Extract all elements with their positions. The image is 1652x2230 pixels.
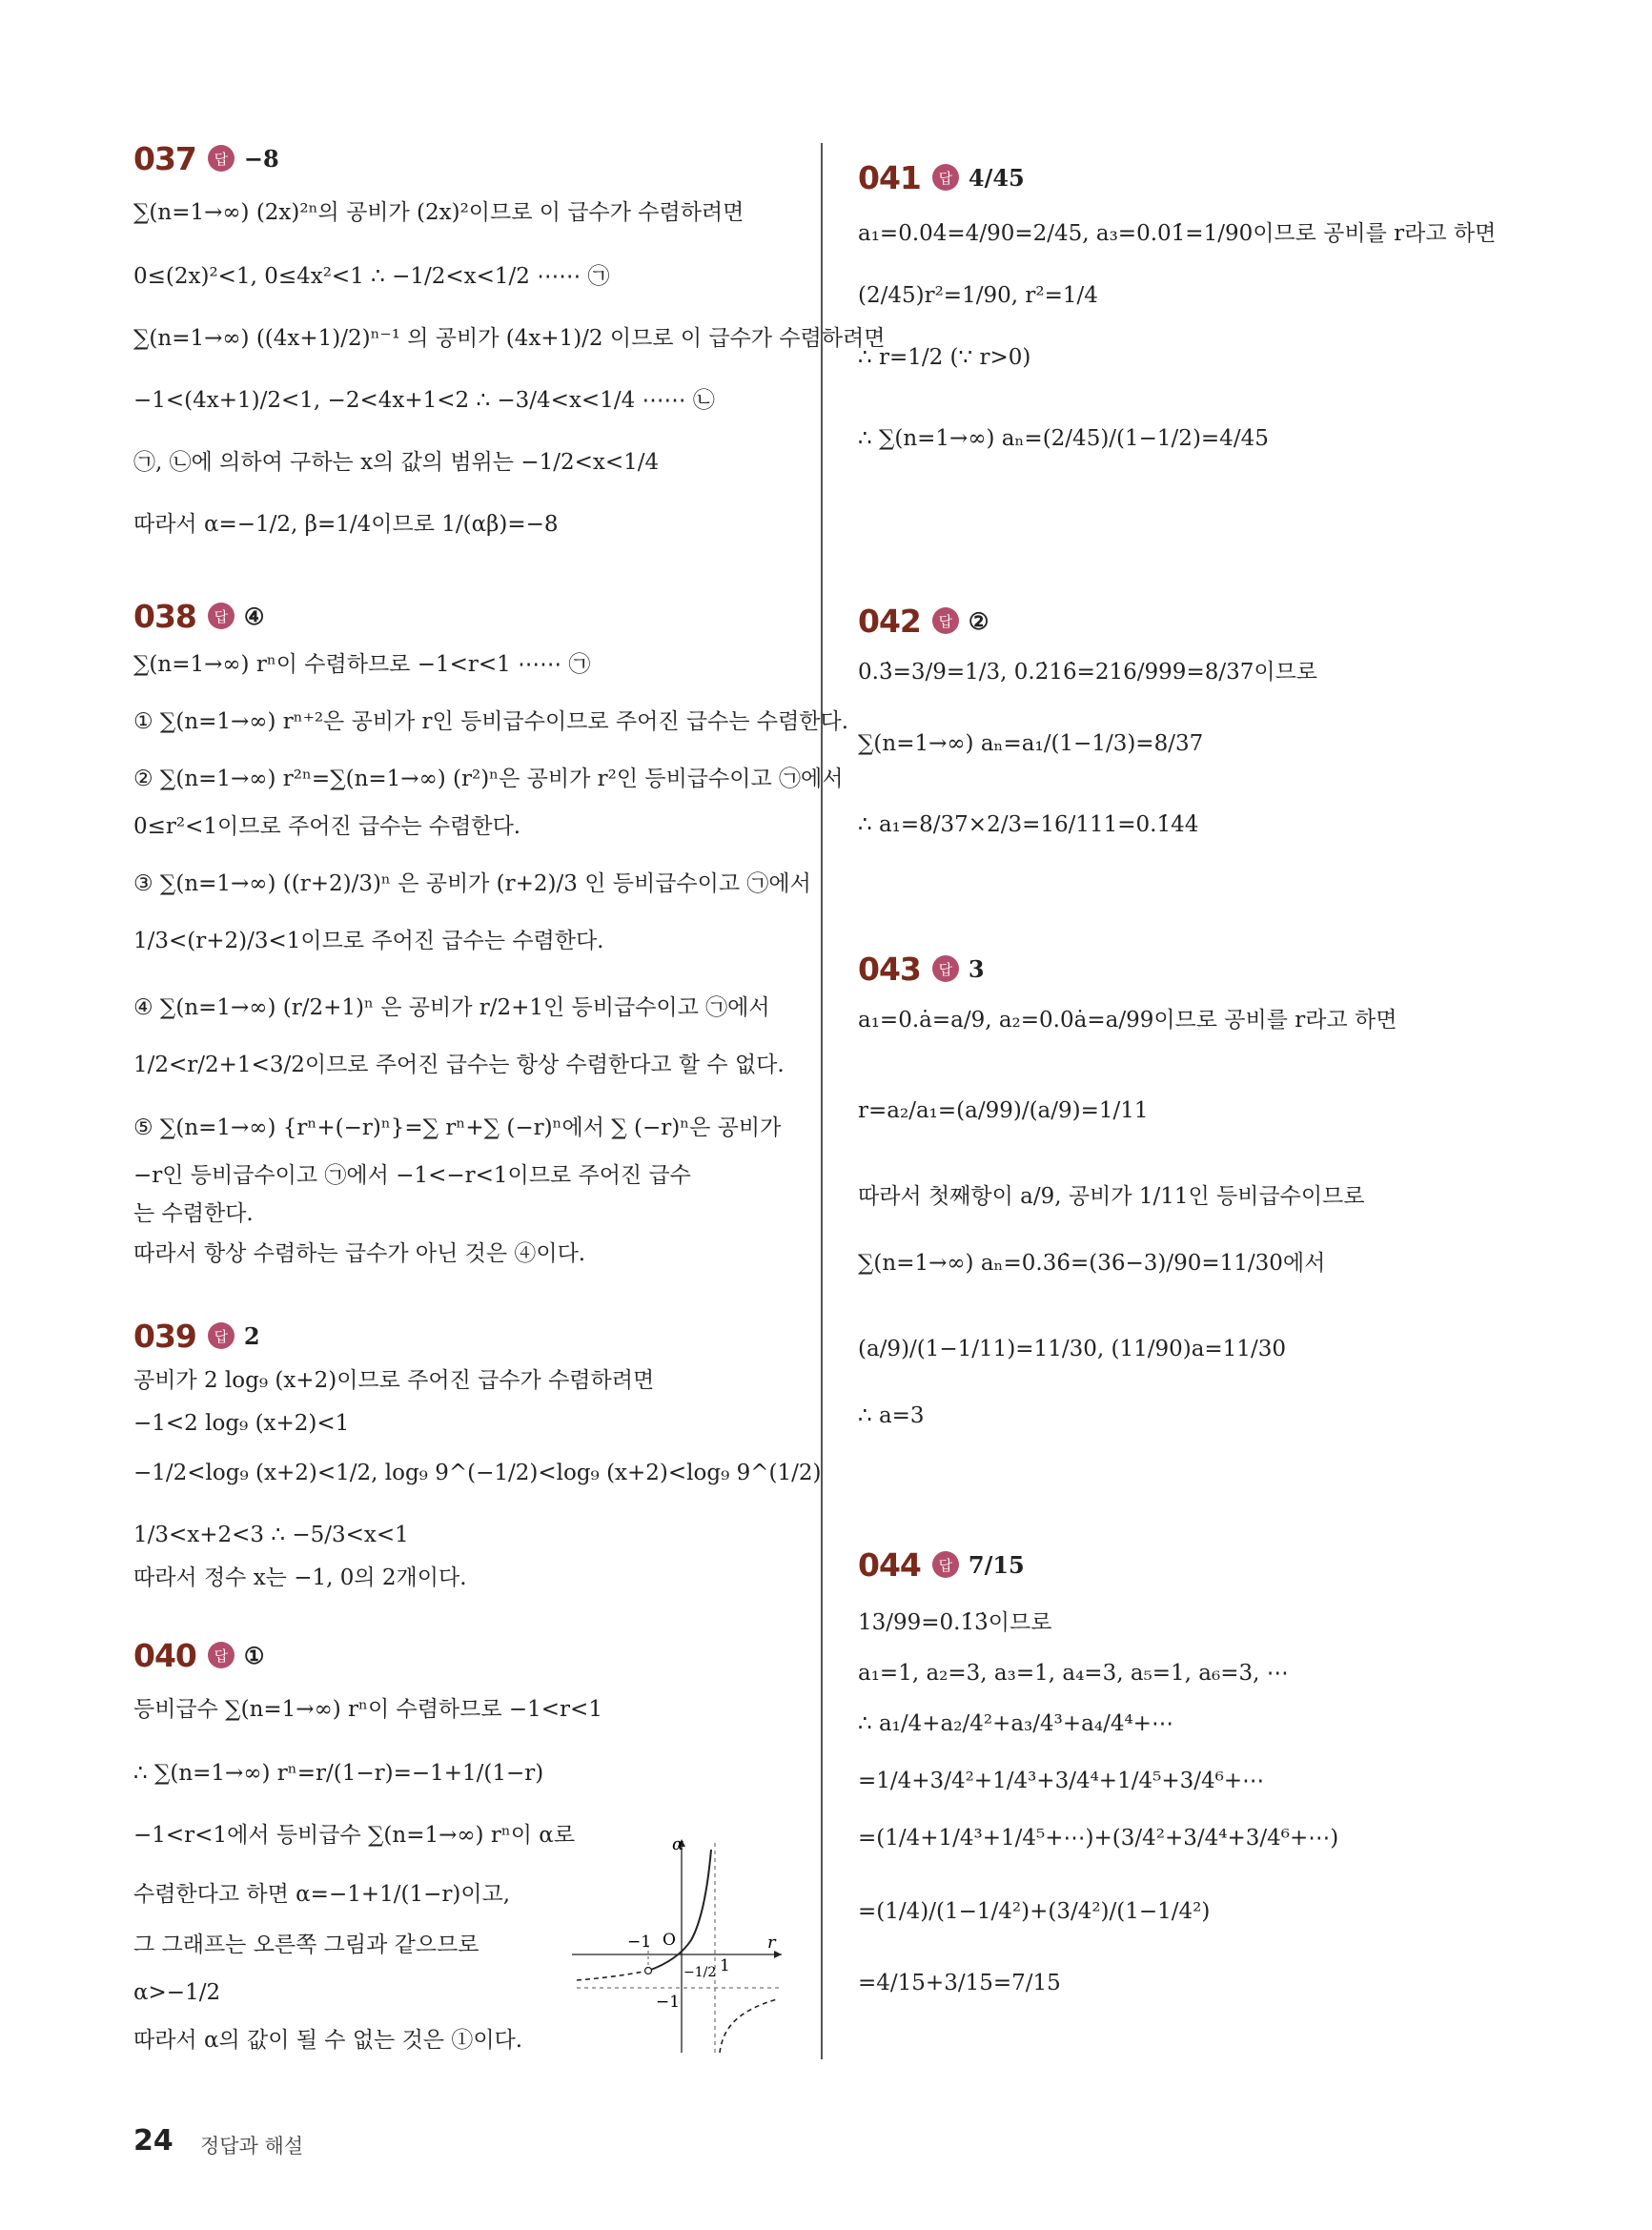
solution-line: ㉠, ㉡에 의하여 구하는 x의 값의 범위는 −1/2<x<1/4 bbox=[133, 450, 660, 475]
origin-label: O bbox=[663, 1931, 676, 1950]
solution-line: 수렴한다고 하면 α=−1+1/(1−r)이고, bbox=[133, 1882, 511, 1907]
problem-number: 040 bbox=[133, 1636, 196, 1674]
tick-1-x: 1 bbox=[720, 1956, 730, 1975]
solution-line: ∴ r=1/2 (∵ r>0) bbox=[858, 345, 1031, 370]
solution-line: =(1/4)/(1−1/4²)+(3/4²)/(1−1/4²) bbox=[858, 1899, 1211, 1924]
problem-header bbox=[858, 944, 1516, 993]
problem-042 bbox=[858, 596, 1516, 837]
solution-line: −1<2 log₉ (x+2)<1 bbox=[133, 1411, 350, 1436]
curve-branch bbox=[648, 1850, 711, 1971]
solution-line: 따라서 항상 수렴하는 급수가 아닌 것은 ④이다. bbox=[133, 1241, 586, 1266]
solution-line: ③ ∑(n=1→∞) ((r+2)/3)ⁿ 은 공비가 (r+2)/3 인 등비급수이고 ㉠에서 bbox=[133, 871, 811, 896]
axis-label-r: r bbox=[767, 1933, 776, 1953]
solution-line: =1/4+3/4²+1/4³+3/4⁴+1/4⁵+3/4⁶+⋯ bbox=[858, 1769, 1265, 1793]
solution-line: a₁=1, a₂=3, a₃=1, a₄=3, a₅=1, a₆=3, ⋯ bbox=[858, 1661, 1289, 1686]
solution-line: 그 그래프는 오른쪽 그림과 같으므로 bbox=[133, 1933, 479, 1957]
solution-line: 따라서 α=−1/2, β=1/4이므로 1/(αβ)=−8 bbox=[133, 512, 559, 537]
solution-line: ∴ ∑(n=1→∞) rⁿ=r/(1−r)=−1+1/(1−r) bbox=[133, 1761, 544, 1786]
answer-value: 2 bbox=[243, 1321, 260, 1350]
answer-value: ② bbox=[968, 606, 989, 635]
problem-number: 041 bbox=[858, 158, 921, 196]
problem-header bbox=[133, 133, 791, 183]
answer-value: 3 bbox=[968, 954, 985, 983]
tick-neg1-y: −1 bbox=[656, 1993, 681, 2012]
solution-line: ② ∑(n=1→∞) r²ⁿ=∑(n=1→∞) (r²)ⁿ은 공비가 r²인 등비급수이고 ㉠에서 bbox=[133, 767, 844, 791]
solution-line: ∴ ∑(n=1→∞) aₙ=(2/45)/(1−1/2)=4/45 bbox=[858, 426, 1269, 451]
problem-header bbox=[133, 1630, 791, 1680]
solution-line: 공비가 2 log₉ (x+2)이므로 주어진 급수가 수렴하려면 bbox=[133, 1368, 655, 1393]
solution-line: 따라서 첫째항이 a/9, 공비가 1/11인 등비급수이므로 bbox=[858, 1184, 1365, 1209]
column-divider bbox=[821, 143, 823, 2059]
solution-line: −r인 등비급수이고 ㉠에서 −1<−r<1이므로 주어진 급수 bbox=[133, 1163, 691, 1188]
solution-line: 등비급수 ∑(n=1→∞) rⁿ이 수렴하므로 −1<r<1 bbox=[133, 1697, 602, 1722]
problem-038 bbox=[133, 591, 849, 1266]
solution-line: (a/9)/(1−1/11)=11/30, (11/90)a=11/30 bbox=[858, 1337, 1286, 1361]
footer-label: 정답과 해설 bbox=[200, 2135, 304, 2158]
solution-line: ∑(n=1→∞) ((4x+1)/2)ⁿ⁻¹ 의 공비가 (4x+1)/2 이므로 이 급수가 수렴하려면 bbox=[133, 326, 886, 351]
problem-number: 037 bbox=[133, 139, 196, 177]
answer-value: −8 bbox=[243, 144, 279, 173]
answer-badge: 답 bbox=[932, 164, 959, 191]
answer-badge: 답 bbox=[208, 603, 235, 629]
solution-line: 0.3̇=3/9=1/3, 0.2̇16̇=216/999=8/37이므로 bbox=[858, 660, 1318, 685]
solution-line: ① ∑(n=1→∞) rⁿ⁺²은 공비가 r인 등비급수이므로 주어진 급수는 수렴한다. bbox=[133, 709, 849, 734]
solution-line: −1/2<log₉ (x+2)<1/2, log₉ 9^(−1/2)<log₉ (x+2)<log₉ 9^(1/2) bbox=[133, 1461, 822, 1485]
solution-line: −1<(4x+1)/2<1, −2<4x+1<2 ∴ −3/4<x<1/4 ⋯⋯ ㉡ bbox=[133, 388, 715, 413]
solution-line: 13/99=0.1̇3̇이므로 bbox=[858, 1610, 1052, 1635]
solution-line: =4/15+3/15=7/15 bbox=[858, 1971, 1061, 1995]
problem-number: 043 bbox=[858, 950, 921, 988]
solution-line: 1/3<x+2<3 ∴ −5/3<x<1 bbox=[133, 1523, 409, 1547]
answer-badge: 답 bbox=[208, 1322, 235, 1349]
answer-value: ④ bbox=[243, 602, 265, 630]
solution-line: ④ ∑(n=1→∞) (r/2+1)ⁿ 은 공비가 r/2+1인 등비급수이고 ㉠에서 bbox=[133, 995, 770, 1020]
solution-line: r=a₂/a₁=(a/99)/(a/9)=1/11 bbox=[858, 1098, 1149, 1123]
problem-header bbox=[858, 1540, 1516, 1589]
answer-value: 7/15 bbox=[968, 1550, 1025, 1579]
solution-line: ∴ a₁/4+a₂/4²+a₃/4³+a₄/4⁴+⋯ bbox=[858, 1711, 1173, 1736]
problem-header bbox=[858, 596, 1516, 645]
answer-badge: 답 bbox=[932, 607, 959, 634]
solution-line: ∑(n=1→∞) aₙ=0.36̇=(36−3)/90=11/30에서 bbox=[858, 1251, 1326, 1276]
answer-badge: 답 bbox=[208, 145, 235, 172]
solution-line: 0≤r²<1이므로 주어진 급수는 수렴한다. bbox=[133, 814, 521, 839]
solution-line: ∑(n=1→∞) (2x)²ⁿ의 공비가 (2x)²이므로 이 급수가 수렴하려면 bbox=[133, 200, 744, 225]
solution-line: =(1/4+1/4³+1/4⁵+⋯)+(3/4²+3/4⁴+3/4⁶+⋯) bbox=[858, 1826, 1339, 1851]
answer-badge: 답 bbox=[932, 955, 959, 982]
solution-line: (2/45)r²=1/90, r²=1/4 bbox=[858, 283, 1098, 308]
solution-line: 1/2<r/2+1<3/2이므로 주어진 급수는 항상 수렴한다고 할 수 없다. bbox=[133, 1053, 785, 1077]
problem-037 bbox=[133, 133, 886, 537]
solution-line: a₁=0.04̇=4/90=2/45, a₃=0.01̇=1/90이므로 공비를 r라고 하면 bbox=[858, 221, 1497, 246]
solution-line: 는 수렴한다. bbox=[133, 1201, 254, 1226]
problem-number: 038 bbox=[133, 597, 196, 635]
tick-half: −1/2 bbox=[683, 1965, 717, 1980]
answer-badge: 답 bbox=[932, 1551, 959, 1578]
solution-line: 1/3<(r+2)/3<1이므로 주어진 급수는 수렴한다. bbox=[133, 929, 604, 953]
open-point bbox=[645, 1968, 652, 1974]
solution-line: ∑(n=1→∞) rⁿ이 수렴하므로 −1<r<1 ⋯⋯ ㉠ bbox=[133, 652, 591, 677]
curve-dashed-right bbox=[720, 1999, 777, 2053]
solution-line: 0≤(2x)²<1, 0≤4x²<1 ∴ −1/2<x<1/2 ⋯⋯ ㉠ bbox=[133, 264, 610, 289]
axis-label-alpha: α bbox=[672, 1835, 684, 1854]
solution-line: −1<r<1에서 등비급수 ∑(n=1→∞) rⁿ이 α로 bbox=[133, 1823, 576, 1848]
page-number: 24 bbox=[133, 2124, 173, 2158]
problem-044 bbox=[858, 1540, 1516, 1995]
problem-039 bbox=[133, 1311, 822, 1590]
problem-number: 042 bbox=[858, 602, 921, 640]
problem-header bbox=[133, 1311, 791, 1361]
solution-line: α>−1/2 bbox=[133, 1980, 221, 2005]
problem-040 bbox=[133, 1630, 791, 2053]
problem-header bbox=[858, 153, 1516, 202]
solution-line: a₁=0.ȧ=a/9, a₂=0.0ȧ=a/99이므로 공비를 r라고 하면 bbox=[858, 1008, 1397, 1033]
solution-line: 따라서 정수 x는 −1, 0의 2개이다. bbox=[133, 1565, 467, 1590]
solution-line: ∑(n=1→∞) aₙ=a₁/(1−1/3)=8/37 bbox=[858, 731, 1204, 756]
answer-badge: 답 bbox=[208, 1642, 235, 1668]
problem-number: 039 bbox=[133, 1317, 196, 1355]
tick-neg1-x: −1 bbox=[627, 1933, 652, 1952]
problem-header bbox=[133, 591, 791, 641]
alpha-graph bbox=[572, 1835, 786, 2055]
solution-line: ⑤ ∑(n=1→∞) {rⁿ+(−r)ⁿ}=∑ rⁿ+∑ (−r)ⁿ에서 ∑ (−r)ⁿ은 공비가 bbox=[133, 1115, 782, 1140]
solution-line: ∴ a₁=8/37×2/3=16/111=0.1̇44̇ bbox=[858, 812, 1199, 837]
solution-line: ∴ a=3 bbox=[858, 1403, 925, 1428]
answer-value: ① bbox=[243, 1641, 265, 1669]
problem-number: 044 bbox=[858, 1545, 921, 1584]
problem-043 bbox=[858, 944, 1516, 1428]
answer-value: 4/45 bbox=[968, 163, 1025, 192]
curve-dashed-left bbox=[577, 1971, 648, 1980]
problem-041 bbox=[858, 153, 1516, 451]
solution-line: 따라서 α의 값이 될 수 없는 것은 ①이다. bbox=[133, 2028, 523, 2053]
